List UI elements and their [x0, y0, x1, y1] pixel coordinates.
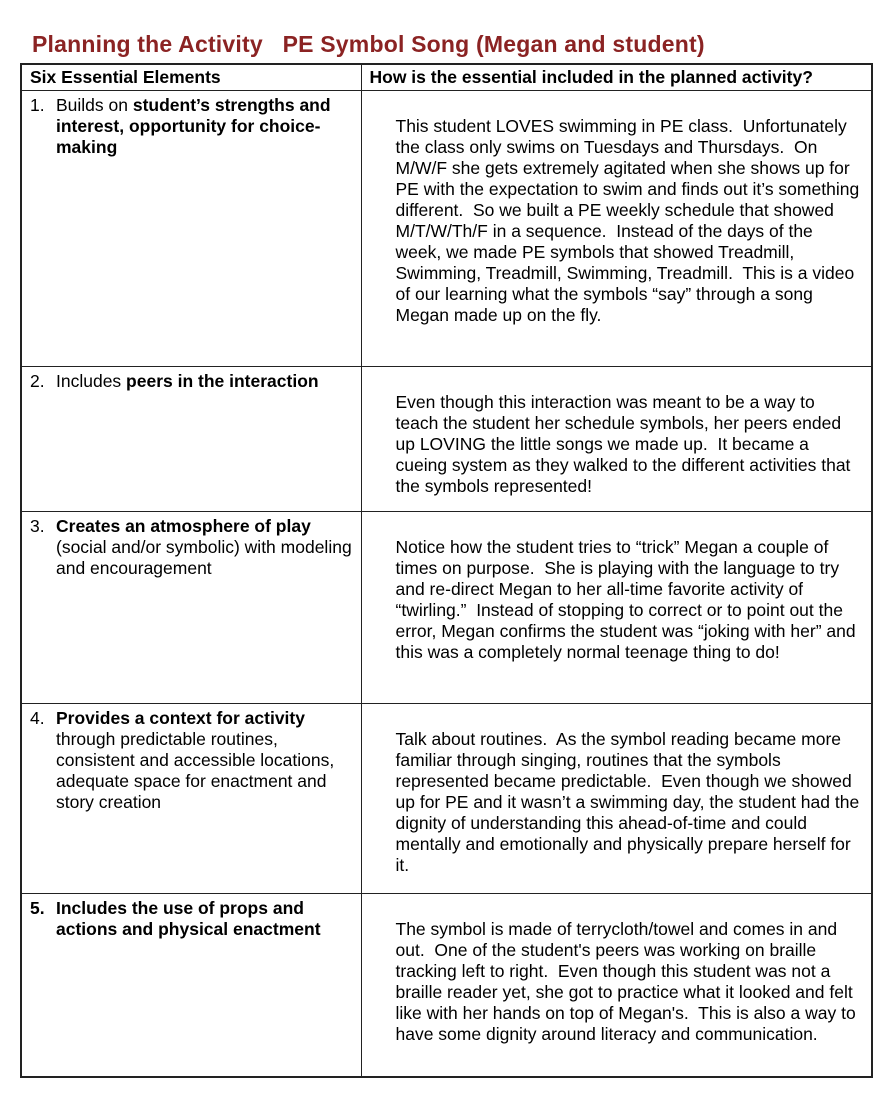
- essential-text-bold: Includes the use of props and actions and physical enactment: [56, 898, 321, 939]
- explanation-cell-3: [361, 512, 872, 704]
- essential-cell-3: [21, 512, 361, 704]
- explanation-text: Notice how the student tries to “trick” Megan a couple of times on purpose. She is playing with the language to try and re-direct Megan to her all-time favorite activity of “twirling.” Instead of stopping to correct or to point out the error, Megan confirms the student was “joking with her” and this was a completely normal teenage thing to do!: [395, 537, 861, 662]
- explanation-text: This student LOVES swimming in PE class. Unfortunately the class only swims on Tuesdays and Thursdays. On M/W/F she gets extremely agitated when she shows up for PE with the expectation to swim and finds out it’s something different. So we built a PE weekly schedule that showed M/T/W/Th/F in a sequence. Instead of the days of the week, we made PE symbols that showed Treadmill, Swimming, Treadmill, Swimming, Treadmill. This is a video of our learning what the symbols “say” through a song Megan made up on the fly.: [395, 116, 865, 325]
- explanation-text: Even though this interaction was meant to be a way to teach the student her schedule symbols, her peers ended up LOVING the little songs we made up. It became a cueing system as they walked to the different activities that the symbols represented!: [395, 392, 856, 496]
- numbered-item: [30, 708, 355, 813]
- essential-text: [56, 95, 355, 158]
- table-row: [21, 367, 872, 512]
- essential-text: [56, 898, 355, 940]
- essentials-table: [20, 63, 873, 1078]
- essential-text-bold: Creates an atmosphere of play: [56, 516, 311, 536]
- essential-text: [56, 708, 355, 813]
- essential-cell-4: [21, 704, 361, 894]
- item-number: 1.: [30, 95, 45, 115]
- essential-text-regular: Builds on: [56, 95, 133, 115]
- column-header-essentials: Six Essential Elements: [21, 64, 361, 91]
- essential-cell-2: [21, 367, 361, 512]
- explanation-cell-2: [361, 367, 872, 512]
- item-number: 3.: [30, 516, 45, 536]
- page-title: Planning the Activity PE Symbol Song (Megan and student): [32, 31, 705, 57]
- explanation-cell-5: [361, 894, 872, 1077]
- essential-text: [56, 516, 355, 579]
- essential-text-bold: peers in the interaction: [126, 371, 319, 391]
- essential-text-bold: Provides a context for activity: [56, 708, 305, 728]
- essential-text: [56, 371, 355, 392]
- numbered-item: [30, 95, 355, 158]
- table-row: [21, 512, 872, 704]
- essential-text-regular: Includes: [56, 371, 127, 391]
- table-row: [21, 894, 872, 1077]
- numbered-item: [30, 371, 355, 392]
- essential-text-regular: through predictable routines, consistent and accessible locations, adequate space for enactment and story creation: [56, 708, 340, 812]
- explanation-text: The symbol is made of terrycloth/towel and comes in and out. One of the student's peers was working on braille tracking left to right. Even though this student was not a braille reader yet, she got to practice what it looked and felt like with her hands on top of Megan's. This is also a way to have some dignity around literacy and communication.: [395, 919, 861, 1044]
- item-number: 4.: [30, 708, 45, 728]
- essential-text-bold: student’s strengths and interest, opportunity for choice-making: [56, 95, 336, 157]
- explanation-cell-1: [361, 91, 872, 367]
- numbered-item: [30, 516, 355, 579]
- explanation-text: Talk about routines. As the symbol reading became more familiar through singing, routines that the symbols represented became predictable. Even though we showed up for PE and it wasn’t a swimming day, the student had the dignity of understanding this ahead-of-time and could mentally and emotionally and physically prepare herself for it.: [395, 729, 865, 875]
- item-number: 2.: [30, 371, 45, 391]
- column-header-explanation: How is the essential included in the planned activity?: [361, 64, 872, 91]
- table-row: [21, 704, 872, 894]
- explanation-cell-4: [361, 704, 872, 894]
- numbered-item: [30, 898, 355, 940]
- table-row: [21, 91, 872, 367]
- essential-cell-1: [21, 91, 361, 367]
- table-header-row: [21, 64, 872, 91]
- item-number: 5.: [30, 898, 45, 918]
- essential-text-regular: (social and/or symbolic) with modeling and encouragement: [56, 516, 357, 578]
- essential-cell-5: [21, 894, 361, 1077]
